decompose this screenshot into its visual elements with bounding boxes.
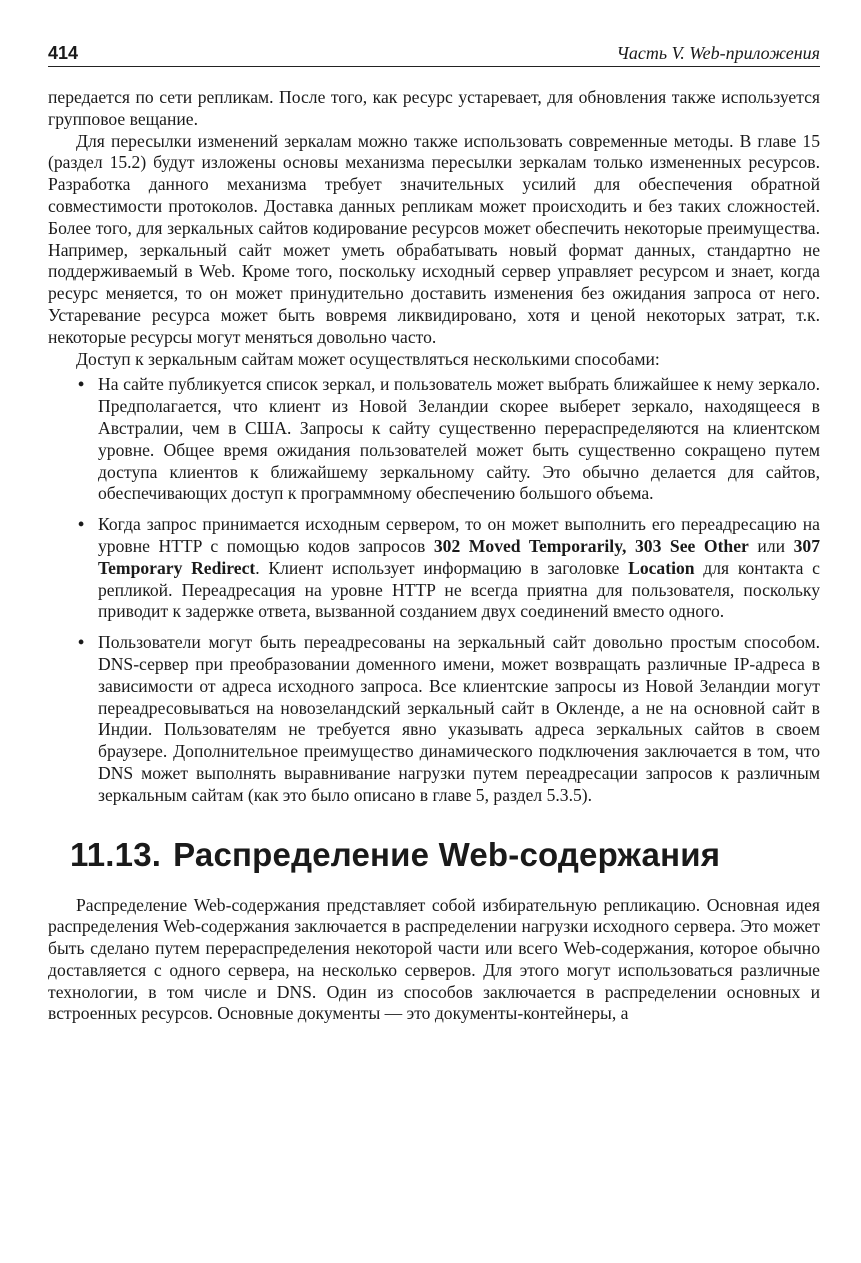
- paragraph-mirror-updates: Для пересылки изменений зеркалам можно также использовать современные методы. В главе 15 (раздел 15.2) будут изложены основы механизма пересылки зеркалам только измененных ресурсов. Разработка данного механизма требует значительных усилий для обеспечения обратной совместимости протоколов. Доставка данных репликам может происходить и без таких сложностей. Более того, для зеркальных сайтов кодирование ресурсов может обеспечить некоторые преимущества. Например, зеркальный сайт может уметь обрабатывать новый формат данных, стандартно не поддерживаемый в Web. Кроме того, поскольку исходный сервер управляет ресурсом и знает, когда ресурс меняется, то он может принудительно доставить изменения без ожидания запроса от него. Устаревание ресурса может быть вовремя ликвидировано, хотя и ценой некоторых затрат, т.к. некоторые ресурсы могут меняться довольно часто.: [48, 130, 820, 347]
- section-title: Распределение Web-содержания: [173, 835, 721, 873]
- paragraph-continued: передается по сети репликам. После того, как ресурс устаревает, для обновления также используется групповое вещание.: [48, 87, 820, 129]
- page-number: 414: [48, 43, 79, 63]
- list-item-text: или: [748, 535, 794, 556]
- list-item-text: для контакта с репликой. Переадресация на уровне HTTP не всегда приятна для пользователя, поскольку приводит к задержке ответа, вызванной созданием двух соединений вместо одного.: [98, 557, 820, 622]
- bullet-marker: •: [78, 632, 85, 653]
- page-header: [48, 38, 820, 67]
- list-item: [48, 632, 820, 806]
- list-item-text: Пользователи могут быть переадресованы на зеркальный сайт довольно простым способом. DNS-сервер при преобразовании доменного имени, может возвращать различные IP-адреса в зависимости от адреса исходного запроса. Все клиентские запросы из Новой Зеландии могут переадресовываться на новозеландский зеркальный сайт в Окленде, а не на основной сайт в Индии. Пользователям не требуется явно указывать адреса зеркальных сайтов в своем браузере. Дополнительное преимущество динамического подключения заключается в том, что DNS может выполнять выравнивание нагрузки путем переадресации запросов к различным зеркальным сайтам (как это было описано в главе 5, раздел 5.3.5).: [98, 632, 820, 805]
- list-item-text: . Клиент использует информацию в заголовке: [255, 557, 629, 578]
- running-head: Часть V. Web-приложения: [616, 43, 820, 63]
- paragraph-content-distribution: Распределение Web-содержания представляет собой избирательную репликацию. Основная идея распределения Web-содержания заключается в распределении нагрузки исходного сервера. Это может быть сделано путем перераспределения некоторой части или всего Web-содержания, которое обычно доставляется с одного сервера, на несколько серверов. Для этого могут использоваться различные технологии, в том числе и DNS. Один из способов заключается в распределении основных и встроенных ресурсов. Основные документы — это документы-контейнеры, а: [48, 894, 820, 1024]
- http-code-307: 307 Temporary Redirect: [98, 535, 820, 578]
- http-codes-302-303: 302 Moved Temporarily, 303 See Other: [433, 535, 749, 556]
- list-item-text: На сайте публикуется список зеркал, и пользователь может выбрать ближайшее к нему зеркало. Предполагается, что клиент из Новой Зеландии скорее выберет зеркало, находящееся в Австралии, чем в США. Запросы к сайту существенно перераспределяются на клиентском уровне. Общее время ожидания пользователей может быть существенно сокращено путем доступа клиентов к ближайшему зеркальному сайту. Это обычно делается для сайтов, обеспечивающих доступ к программному обеспечению большого объема.: [98, 374, 820, 504]
- section-heading: [70, 835, 820, 875]
- book-page: [48, 38, 820, 1025]
- access-methods-list: [48, 374, 820, 806]
- list-item: [48, 514, 820, 623]
- list-item-text: Когда запрос принимается исходным сервером, то он может выполнить его переадресацию на уровне HTTP с помощью кодов запросов: [98, 514, 820, 556]
- section-number: 11.13.: [70, 835, 162, 873]
- body-text: [48, 87, 820, 1025]
- list-item: [48, 374, 820, 505]
- bullet-marker: •: [78, 374, 85, 395]
- bullet-marker: •: [78, 514, 85, 535]
- paragraph-access-intro: Доступ к зеркальным сайтам может осуществляться несколькими способами:: [76, 348, 660, 369]
- location-header: Location: [628, 557, 695, 578]
